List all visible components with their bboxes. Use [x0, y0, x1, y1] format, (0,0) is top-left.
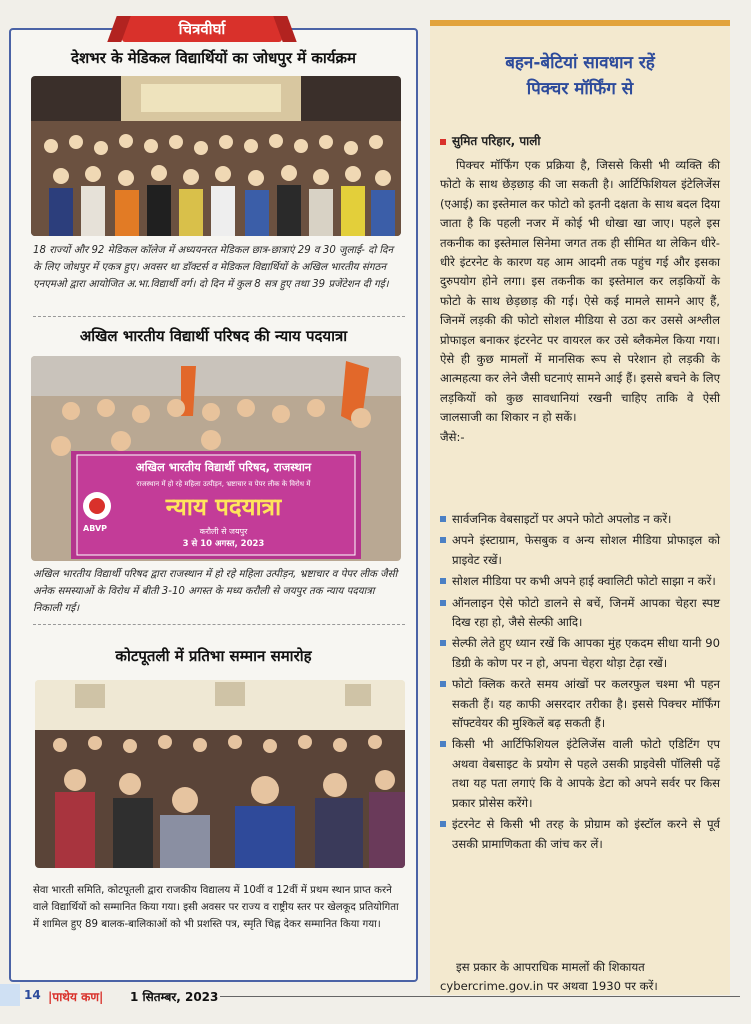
- tip-item: [440, 634, 720, 673]
- square-bullet-icon: [440, 600, 446, 606]
- story1-caption: 18 राज्यों और 92 मेडिकल कॉलेज में अध्ययनरत मेडिकल छात्र-छात्राएं 29 व 30 जुलाई- दो दिन के लिए जोधपुर में एकत्र हुए। अवसर था डॉक्टर्स व मेडिकल विद्यार्थियों के अखिल भारतीय संगठन एनएमओ द्वारा आयोजित अ.भा.विद्यार्थी वर्ग। दो दिन में कुल 8 सत्र हुए तथा 39 प्रजेंटेशन दी गई।: [33, 245, 394, 290]
- story2-caption: अखिल भारतीय विद्यार्थी परिषद द्वारा राजस्थान में हो रहे महिला उत्पीड़न, भ्रष्टाचार व पेपर लीक जैसी अनेक समस्याओं के विरोध में बीती 3-10 अगस्त के मध्य करौली से जयपुर तक न्याय पदयात्रा निकाली गई।: [33, 569, 398, 614]
- march-banner-title: न्याय पदयात्रा: [165, 493, 282, 521]
- tip-item: [440, 510, 720, 529]
- march-banner-route: करौली से जयपुर: [199, 527, 248, 536]
- byline-author: सुमित परिहार, पाली: [452, 134, 541, 148]
- divider: [33, 624, 405, 625]
- square-bullet-icon: [440, 681, 446, 687]
- article-column: [430, 20, 730, 995]
- story3-photo: [35, 680, 405, 868]
- story1-photo: [31, 76, 401, 236]
- square-bullet-icon: [440, 821, 446, 827]
- tip-text: सेल्फी लेते हुए ध्यान रखें कि आपका मुंह एकदम सीधा यानी 90 डिग्री के कोण पर न हो, अपना चेहरा थोड़ा टेढ़ा रखें।: [452, 636, 720, 670]
- tip-item: [440, 735, 720, 813]
- photo-gallery-column: [9, 28, 418, 982]
- story3-heading: कोटपूतली में प्रतिभा सम्मान समारोह: [115, 647, 312, 665]
- article-title-line1: बहन-बेटियां सावधान रहें: [505, 53, 655, 73]
- examples-label: जैसे:-: [440, 429, 465, 444]
- tip-text: सार्वजनिक वेबसाइटों पर अपने फोटो अपलोड न करें।: [452, 512, 672, 526]
- tip-text: ऑनलाइन ऐसे फोटो डालने से बचें, जिनमें आपका चेहरा स्पष्ट दिख रहा हो, जैसे सेल्फी आदि।: [452, 595, 720, 630]
- march-banner-sub: राजस्थान में हो रहे महिला उत्पीड़न, भ्रष्टाचार व पेपर लीक के विरोध में: [136, 480, 311, 488]
- closing-paragraph: इस प्रकार के आपराधिक मामलों की शिकायत cybercrime.gov.in पर अथवा 1930 पर करें।: [440, 960, 658, 994]
- issue-date: 1 सितम्बर, 2023: [130, 990, 219, 1004]
- march-banner-org: अखिल भारतीय विद्यार्थी परिषद, राजस्थान: [135, 460, 312, 474]
- abvp-logo-text: ABVP: [83, 524, 108, 533]
- divider: [33, 316, 405, 317]
- square-bullet-icon: [440, 139, 446, 145]
- intro-paragraph: पिक्चर मॉर्फिंग एक प्रक्रिया है, जिससे किसी भी व्यक्ति की फोटो के साथ छेड़छाड़ की जा सकती है। आर्टिफिशियल इंटेलिजेंस (एआई) का इस्तेमाल कर फोटो को इतनी दक्षता के साथ बदल दिया जाता है कि पहली नजर में कोई भी धोखा खा जाए। पहले इस तकनीक का इस्तेमाल सिनेमा जगत तक ही सीमित था लेकिन धीरे-धीरे इंटरनेट के कारण यह आम आदमी तक पहुंच गई और इसका दुरुपयोग होने लगा। इस तकनीक का इस्तेमाल कर लड़कियों के फोटो के साथ छेड़छाड़ की गई। ऐसे कई मामले सामने आए हैं, जिनमें लड़की की फोटो सोशल मीडिया से उठा कर उससे अश्लील प्रोफाइल बनाकर इंटरनेट पर वायरल कर उसे ब्लैकमेल किया गया। ऐसे ही कुछ मामलों में मानसिक रूप से परेशान हो लड़की के आत्महत्या कर लेने जैसी घटनाएं सामने आई हैं। इससे बचने के लिए लड़कियों को कुछ सावधानियां रखनी चाहिए ताकि वे ऐसी जालसाजी का शिकार न हो सकें।: [440, 158, 720, 425]
- footer-accent: [0, 984, 20, 1006]
- square-bullet-icon: [440, 537, 446, 543]
- page-number: 14: [24, 988, 41, 1002]
- byline: [440, 132, 541, 149]
- tip-item: [440, 815, 720, 854]
- article-intro: [440, 156, 720, 447]
- tip-text: फोटो क्लिक करते समय आंखों पर कलरफुल चश्मा भी पहन सकती हैं। यह काफी असरदार तरीका है। इससे पिक्चर मॉर्फिंग सॉफ्टवेयर की मुश्किलें बढ़ सकती हैं।: [452, 677, 720, 731]
- page-footer: [0, 984, 751, 1010]
- tips-list: [440, 510, 720, 856]
- article-title-line2: पिक्चर मॉर्फिंग से: [526, 79, 634, 99]
- story2-heading: अखिल भारतीय विद्यार्थी परिषद की न्याय पदयात्रा: [79, 327, 348, 345]
- tip-text: इंटरनेट से किसी भी तरह के प्रोग्राम को इंस्टॉल करने से पूर्व उसकी प्रामाणिकता की जांच कर लें।: [452, 817, 720, 851]
- tip-text: अपने इंस्टाग्राम, फेसबुक व अन्य सोशल मीडिया प्रोफाइल को प्राइवेट रखें।: [452, 533, 720, 567]
- footer-rule: [220, 996, 740, 997]
- square-bullet-icon: [440, 741, 446, 747]
- story3-caption: सेवा भारती समिति, कोटपूतली द्वारा राजकीय विद्यालय में 10वीं व 12वीं में प्रथम स्थान प्राप्त करने वाले विद्यार्थियों को सम्मानित किया गया। इसी अवसर पर राज्य व राष्ट्रीय स्तर पर खेलकूद प्रतियोगिता में शामिल हुए 89 बालक-बालिकाओं को भी प्रशस्ति पत्र, स्मृति चिह्न देकर सम्मानित किया गया।: [33, 885, 399, 930]
- accent-bar: [430, 20, 730, 26]
- tip-item: [440, 572, 720, 591]
- march-banner-dates: 3 से 10 अगस्त, 2023: [182, 539, 265, 549]
- square-bullet-icon: [440, 578, 446, 584]
- story2-photo: [31, 356, 401, 561]
- tip-item: [440, 594, 720, 633]
- tip-text: किसी भी आर्टिफिशियल इंटेलिजेंस वाली फोटो एडिटिंग एप अथवा वेबसाइट के प्रयोग से पहले उसकी प्राइवेसी पॉलिसी पढ़ें तथा यह पता लगाएं कि वे आपके डेटा को अपने सर्वर पर किस प्रकार प्रोसेस करेंगे।: [452, 737, 720, 810]
- article-title: [430, 50, 730, 102]
- square-bullet-icon: [440, 516, 446, 522]
- tip-item: [440, 531, 720, 570]
- tip-item: [440, 675, 720, 733]
- section-banner: चित्रवीर्घा: [122, 16, 282, 42]
- publication-name: |पाथेय कण|: [48, 990, 104, 1004]
- square-bullet-icon: [440, 640, 446, 646]
- story1-heading: देशभर के मेडिकल विद्यार्थियों का जोधपुर में कार्यक्रम: [71, 49, 356, 67]
- tip-text: सोशल मीडिया पर कभी अपने हाई क्वालिटी फोटो साझा न करें।: [452, 574, 716, 589]
